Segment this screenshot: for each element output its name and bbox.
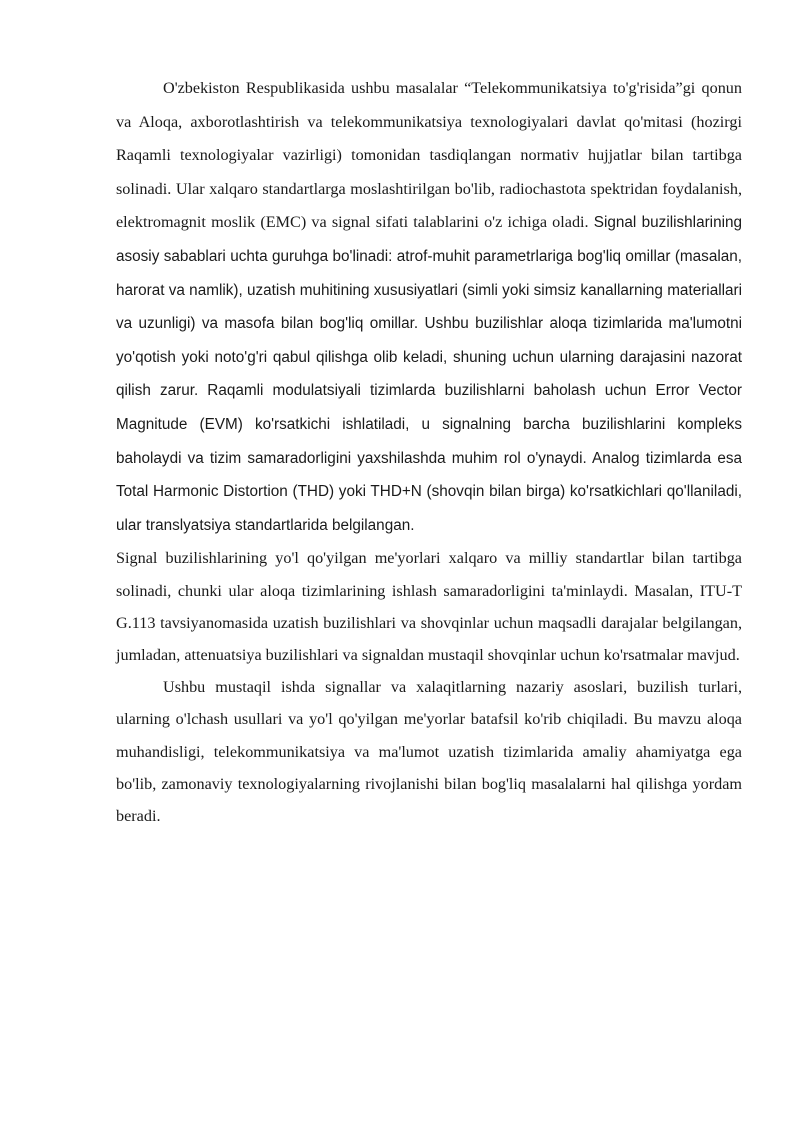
paragraph-standards: Signal buzilishlarining yo'l qo'yilgan me'yorlari xalqaro va milliy standartlar bilan tartibga solinadi, chunki ular aloqa tizimlarining ishlash samaradorligini ta'minlaydi. Masalan, ITU-T G.113 tavsiyanomasida uzatish buzilishlari va shovqinlar uchun maqsadli darajalar belgilangan, jumladan, attenuatsiya buzilishlari va signaldan mustaqil shovqinlar uchun ko'rsatmalar mavjud. [116,549,742,664]
document-page [116,72,742,832]
paragraph-regulations-text: O'zbekiston Respublikasida ushbu masalalar “Telekommunikatsiya to'g'risida”gi qonun va Aloqa, axborotlashtirish va telekommunikatsiya texnologiyalari davlat qo'mitasi (hozirgi Raqamli texnologiyalar vazirligi) tomonidan tasdiqlangan normativ hujjatlar bilan tartibga solinadi. Ular xalqaro standartlarga moslashtirilgan bo'lib, radiochastota spektridan foydalanish, elektromagnit moslik (EMC) va signal sifati talablarini o'z ichiga oladi. [116,79,742,232]
paragraph-conclusion: Ushbu mustaqil ishda signallar va xalaqitlarning nazariy asoslari, buzilish turlari, ularning o'lchash usullari va yo'l qo'yilgan me'yorlar batafsil ko'rib chiqiladi. Bu mavzu aloqa muhandisligi, telekommunikatsiya va ma'lumot uzatish tizimlarida amaliy ahamiyatga ega bo'lib, zamonaviy texnologiyalarning rivojlanishi bilan bog'liq masalalarni hal qilishga yordam beradi. [116,678,742,825]
paragraph-regulations [116,72,742,542]
paragraph-distortion-causes-text: Signal buzilishlarining asosiy sabablari uchta guruhga bo'linadi: atrof-muhit parametrlariga bog'liq omillar (masalan, harorat va namlik), uzatish muhitining xususiyatlari (simli yoki simsiz kanallarning materiallari va uzunligi) va masofa bilan bog'liq omillar. Ushbu buzilishlar aloqa tizimlarida ma'lumotni yo'qotish yoki noto'g'ri qabul qilishga olib keladi, shuning uchun ularning darajasini nazorat qilish zarur. Raqamli modulatsiyali tizimlarda buzilishlarni baholash uchun Error Vector Magnitude (EVM) ko'rsatkichi ishlatiladi, u signalning barcha buzilishlarini kompleks baholaydi va tizim samaradorligini yaxshilashda muhim rol o'ynaydi. Analog tizimlarda esa Total Harmonic Distortion (THD) yoki THD+N (shovqin bilan birga) ko'rsatkichlari qo'llaniladi, ular translyatsiya standartlarida belgilangan. [116,214,742,534]
